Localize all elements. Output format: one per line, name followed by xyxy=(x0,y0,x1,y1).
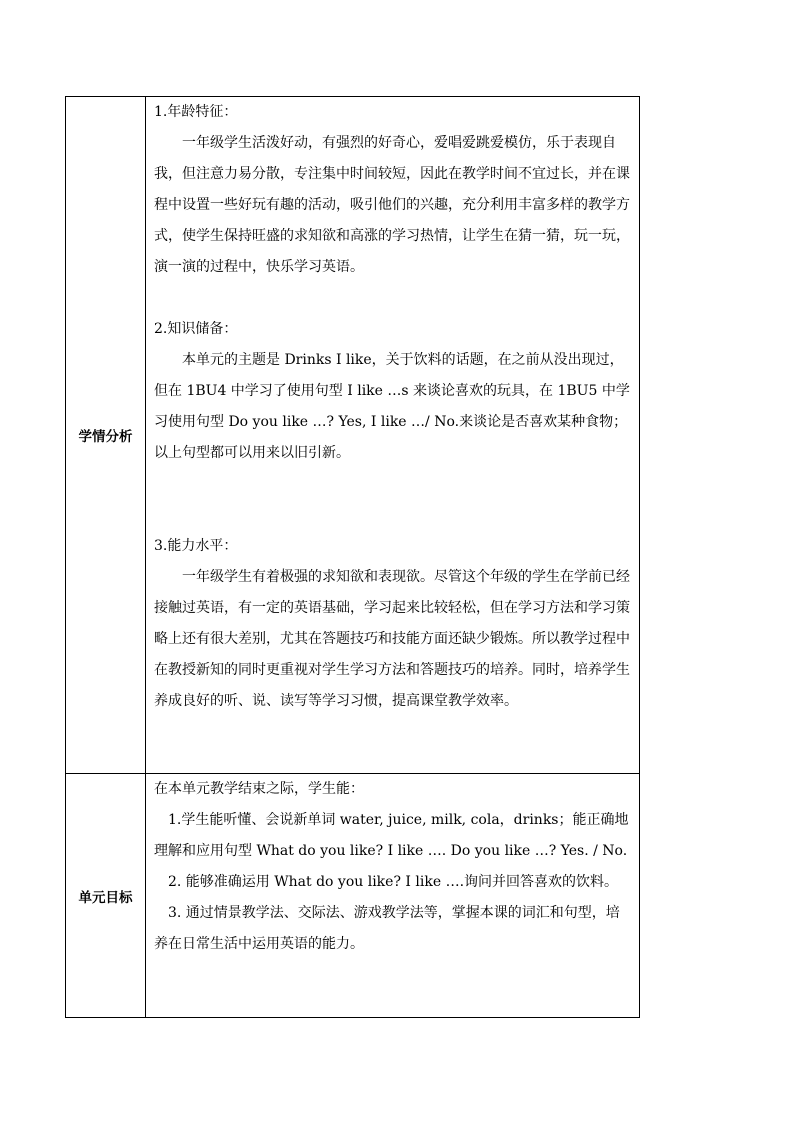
learner-analysis-content xyxy=(146,97,640,774)
row-label-unit-goals: 单元目标 xyxy=(66,774,146,1018)
goals-intro: 在本单元教学结束之际，学生能： xyxy=(154,781,364,797)
spacer xyxy=(154,283,631,314)
goal-item-1: 1.学生能听懂、会说新单词 water, juice, milk, cola，drinks；能正确地理解和应用句型 What do you like? I like …. Do you like …? Yes. / No. xyxy=(154,812,629,859)
section-heading-knowledge: 2.知识储备： xyxy=(154,321,238,337)
lesson-plan-table xyxy=(65,96,640,1018)
row-label-learner-analysis: 学情分析 xyxy=(66,97,146,774)
section-body-knowledge: 本单元的主题是 Drinks I like，关于饮料的话题，在之前从没出现过，但在 1BU4 中学习了使用句型 I like …s 来谈论喜欢的玩具，在 1BU5 中学习使用句型 Do you like …? Yes, I like …/ No.来谈论是否喜欢某种食物；以上句型都可以用来以旧引新。 xyxy=(154,352,630,461)
spacer xyxy=(154,469,631,531)
table-row-learner-analysis xyxy=(66,97,640,774)
section-heading-age: 1.年龄特征： xyxy=(154,104,238,120)
goal-item-3: 3. 通过情景教学法、交际法、游戏教学法等，掌握本课的词汇和句型，培养在日常生活中运用英语的能力。 xyxy=(154,905,620,952)
goal-item-2: 2. 能够准确运用 What do you like? I like ….询问并回答喜欢的饮料。 xyxy=(168,874,619,890)
section-body-age: 一年级学生活泼好动，有强烈的好奇心，爱唱爱跳爱模仿，乐于表现自我，但注意力易分散，专注集中时间较短，因此在教学时间不宜过长，并在课程中设置一些好玩有趣的活动，吸引他们的兴趣，充分利用丰富多样的教学方式，使学生保持旺盛的求知欲和高涨的学习热情，让学生在猜一猜，玩一玩，演一演的过程中，快乐学习英语。 xyxy=(154,135,630,275)
unit-goals-content xyxy=(146,774,640,1018)
section-body-ability: 一年级学生有着极强的求知欲和表现欲。尽管这个年级的学生在学前已经接触过英语，有一定的英语基础，学习起来比较轻松，但在学习方法和学习策略上还有很大差别，尤其在答题技巧和技能方面还缺少锻炼。所以教学过程中在教授新知的同时更重视对学生学习方法和答题技巧的培养。同时，培养学生养成良好的听、说、读写等学习习惯，提高课堂教学效率。 xyxy=(154,569,630,709)
section-heading-ability: 3.能力水平： xyxy=(154,538,238,554)
table-row-unit-goals xyxy=(66,774,640,1018)
